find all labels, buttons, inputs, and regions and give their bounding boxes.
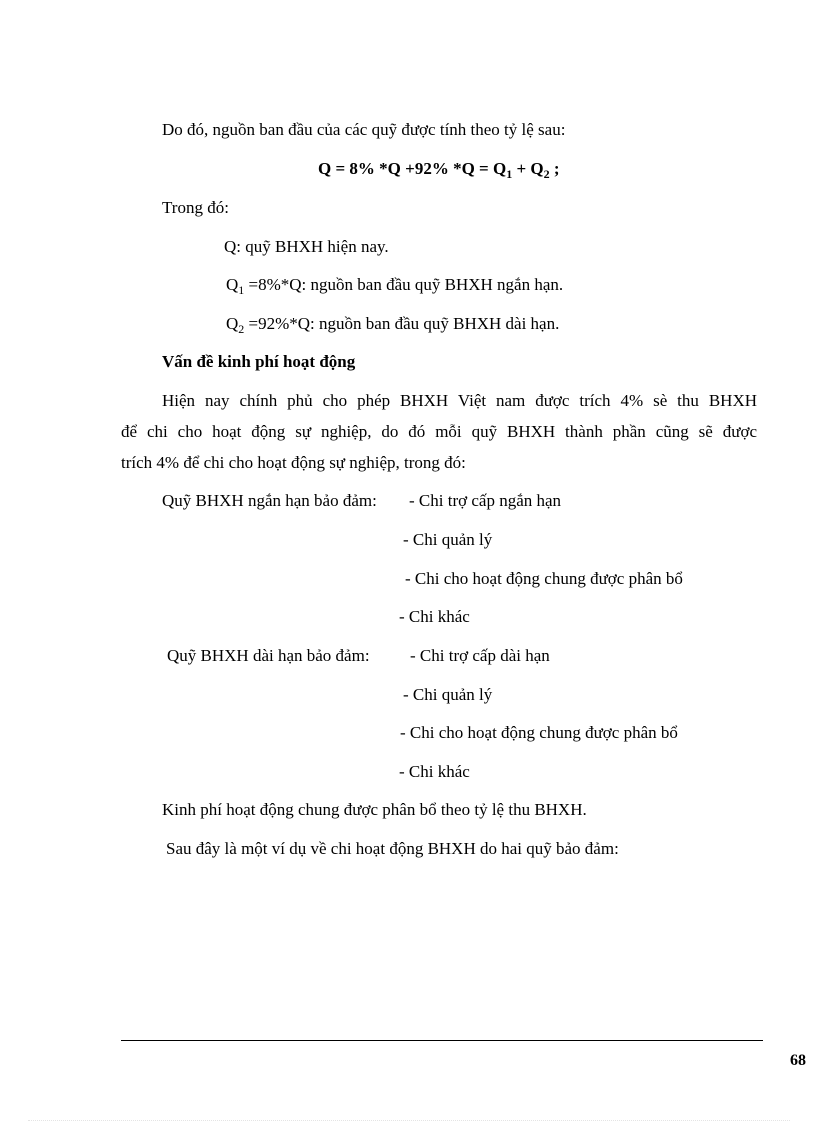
q2-text: =92%*Q: nguồn ban đầu quỹ BHXH dài hạn. [244, 314, 560, 333]
q2-subscript: 2 [238, 322, 245, 336]
short-term-label: Quỹ BHXH ngắn hạn bảo đảm: [162, 491, 377, 510]
q1-symbol: Q [226, 275, 239, 294]
formula-end: ; [549, 159, 560, 178]
footer-divider [121, 1040, 763, 1041]
definition-q1 [226, 274, 563, 296]
long-term-item: - Chi khác [399, 762, 470, 781]
long-term-item: - Chi cho hoạt động chung được phân bổ [400, 723, 678, 742]
short-term-item: - Chi trợ cấp ngắn hạn [409, 491, 562, 510]
paragraph-line-1: Hiện nay chính phủ cho phép BHXH Việt nam được trích 4% sè thu BHXH [162, 391, 757, 410]
allocation-note: Kinh phí hoạt động chung được phân bổ theo tỷ lệ thu BHXH. [162, 800, 587, 819]
definition-q: Q: quỹ BHXH hiện nay. [224, 237, 389, 256]
page-bottom-edge [28, 1120, 790, 1121]
q1-text: =8%*Q: nguồn ban đầu quỹ BHXH ngắn hạn. [244, 275, 564, 294]
long-term-item: - Chi trợ cấp dài hạn [410, 646, 550, 665]
formula-subscript-2: 2 [543, 167, 550, 181]
example-intro: Sau đây là một ví dụ về chi hoạt động BHXH do hai quỹ bảo đảm: [166, 839, 619, 858]
long-term-label: Quỹ BHXH dài hạn bảo đảm: [167, 646, 370, 665]
section-heading: Vấn đề kinh phí hoạt động [162, 352, 356, 371]
short-term-item: - Chi quản lý [403, 530, 493, 549]
fund-formula [318, 158, 560, 180]
short-term-item: - Chi khác [399, 607, 470, 626]
formula-plus: + Q [512, 159, 544, 178]
short-term-item: - Chi cho hoạt động chung được phân bổ [405, 569, 683, 588]
formula-main: Q = 8% *Q +92% *Q = Q [318, 159, 507, 178]
definition-q2 [226, 313, 559, 335]
q1-subscript: 1 [238, 283, 245, 297]
formula-subscript-1: 1 [506, 167, 513, 181]
paragraph-line-2: để chi cho hoạt động sự nghiệp, do đó mỗi quỹ BHXH thành phần cũng sẽ được [121, 422, 757, 441]
paragraph-line-3: trích 4% để chi cho hoạt động sự nghiệp, trong đó: [121, 453, 466, 472]
q2-symbol: Q [226, 314, 239, 333]
where-label: Trong đó: [162, 198, 229, 217]
page-number: 68 [790, 1052, 806, 1069]
long-term-item: - Chi quản lý [403, 685, 493, 704]
intro-sentence: Do đó, nguồn ban đầu của các quỹ được tính theo tỷ lệ sau: [162, 120, 566, 139]
